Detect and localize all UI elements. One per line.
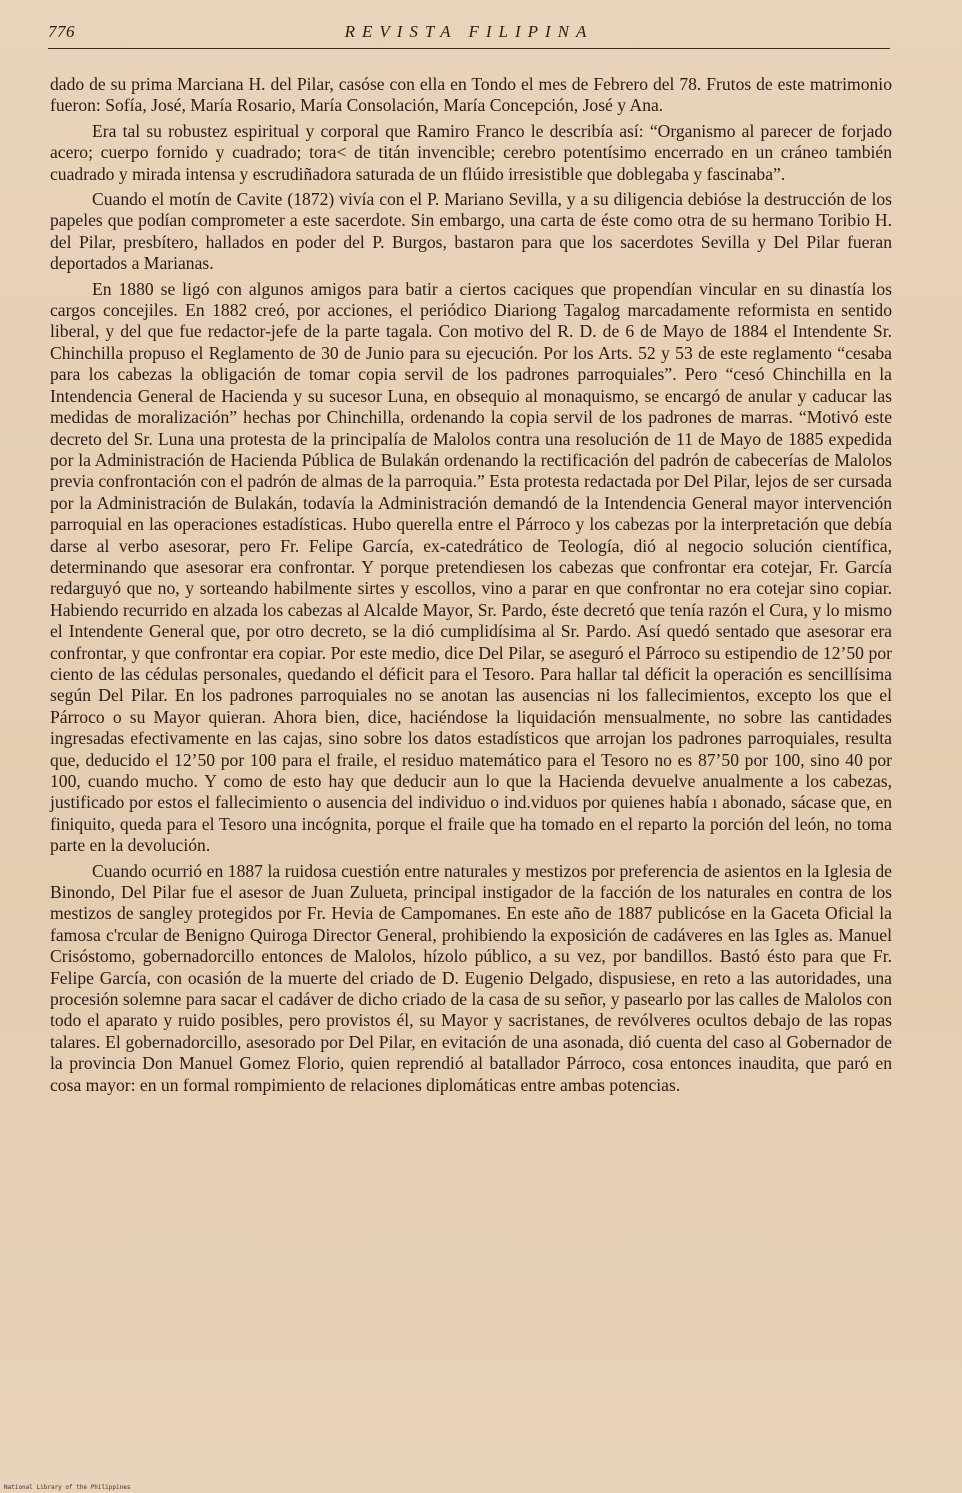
page-header [48,22,890,49]
paragraph-2: Era tal su robustez espiritual y corporal que Ramiro Franco le describía así: “Organismo al parecer de forjado acero; cuerpo fornido y cuadrado; tora< de titán invencible; cerebro potentísimo encerrado en un cráneo también cuadrado y mirada intensa y escrudiñadora saturada de un flúido irresistible que doblegaba y fascinaba”. [50,120,892,184]
paragraph-1: dado de su prima Marciana H. del Pilar, casóse con ella en Tondo el mes de Febrero del 78. Frutos de este matrimonio fueron: Sofía, José, María Rosario, María Consolación, María Concepción, José y Ana. [50,74,892,116]
library-credit: National Library of the Philippines [4,1484,131,1491]
paragraph-3: Cuando el motín de Cavite (1872) vivía con el P. Mariano Sevilla, y a su diligencia debióse la destrucción de los papeles que podían comprometer a este sacerdote. Sin embargo, una carta de éste como otra de su hermano Toribio H. del Pilar, presbítero, hallados en poder del P. Burgos, bastaron para que los sacerdotes Sevilla y Del Pilar fueran deportados a Marianas. [50,189,892,274]
paragraph-4: En 1880 se ligó con algunos amigos para batir a ciertos caciques que propendían vincular en su dinastía los cargos concejiles. En 1882 creó, por acciones, el periódico Diariong Tagalog marcadamente reformista en sentido liberal, y del que fue redactor-jefe de la parte tagala. Con motivo del R. D. de 6 de Mayo de 1884 el Intendente Sr. Chinchilla propuso el Reglamento de 30 de Junio para su ejecución. Por los Arts. 52 y 53 de este reglamento “cesaba para los cabezas la obligación de tomar copia servil de los padrones parroquiales”. Pero “cesó Chinchilla en la Intendencia General de Hacienda y su sucesor Luna, en obsequio al monaquismo, se encargó de anular y caducar las medidas de moralización” hechas por Chinchilla, ordenando la copia servil de los padrones de marras. “Motivó este decreto del Sr. Luna una protesta de la principalía de Malolos contra una resolución de 11 de Mayo de 1885 expedida por la Administración de Hacienda Pública de Bulakán ordenando la rectificación del padrón de cabecerías de Malolos previa confrontación con el padrón de almas de la parroquia.” Esta protesta redactada por Del Pilar, lejos de ser cursada por la Administración de Bulakán, todavía la Administración demandó de la Intendencia General mayor intervención parroquial en las operaciones estadísticas. Hubo querella entre el Párroco y los cabezas por la interpretación que debía darse al verbo asesorar, pero Fr. Felipe García, ex-catedrático de Teología, dió al negocio solución científica, determinando que asesorar era confrontar. Y porque pretendiesen los cabezas que confrontar era cotejar, Fr. García redarguyó que no, y sorteando habilmente sirtes y escollos, vino a parar en que confrontar no era cotejar sino copiar. Habiendo recurrido en alzada los cabezas al Alcalde Mayor, Sr. Pardo, éste decretó que tenía razón el Cura, y lo mismo el Intendente General que, por otro decreto, se la dió cumplidísima al Sr. Pardo. Así quedó sentado que asesorar era confrontar, y que confrontar era copiar. Por este medio, dice Del Pilar, se aseguró el Párroco su estipendio de 12’50 por ciento de las cédulas personales, quedando el déficit para el Tesoro. Para hallar tal déficit la operación es sencillísima según Del Pilar. En los padrones parroquiales no se anotan las ausencias ni los fallecimientos, excepto los que el Párroco o su Mayor quieran. Ahora bien, dice, haciéndose la liquidación mensualmente, no sobre las cantidades ingresadas efectivamente en las cajas, sino sobre los datos estadísticos que arrojan los padrones parroquiales, resulta que, deducido el 12’50 por 100 para el fraile, el residuo matemático para el Tesoro no es 87’50 por 100, sino 40 por 100, cuando mucho. Y como de esto hay que deducir aun lo que la Hacienda devuelve anualmente a los cabezas, justificado por estos el fallecimiento o ausencia del individuo o ind.viduos por quienes había ı abonado, sácase que, en finiquito, queda para el Tesoro una incógnita, porque el fraile que ha tomado en el reparto la porción del león, no toma parte en la devolución. [50,278,892,856]
running-head: REVISTA FILIPINA [344,22,594,41]
page-number: 776 [48,22,75,41]
article-body [50,74,892,1096]
paragraph-5: Cuando ocurrió en 1887 la ruidosa cuestión entre naturales y mestizos por preferencia de asientos en la Iglesia de Binondo, Del Pilar fue el asesor de Juan Zulueta, principal instigador de la facción de los naturales en contra de los mestizos de sangley protegidos por Fr. Hevia de Campomanes. En este año de 1887 publicóse en la Gaceta Oficial la famosa c'rcular de Benigno Quiroga Director General, prohibiendo la exposición de cadáveres en las Igles as. Manuel Crisóstomo, gobernadorcillo entonces de Malolos, hízolo público, a su vez, por bandillos. Bastó ésto para que Fr. Felipe García, con ocasión de la muerte del criado de D. Eugenio Delgado, dispusiese, en reto a las autoridades, una procesión solemne para sacar el cadáver de dicho criado de la casa de su señor, y pasearlo por las calles de Malolos con todo el aparato y ruido posibles, pero provistos él, su Mayor y sacristanes, de revólveres ocultos debajo de las ropas talares. El gobernadorcillo, asesorado por Del Pilar, en evitación de una asonada, dió cuenta del caso al Gobernador de la provincia Don Manuel Gomez Florio, quien reprendió al batallador Párroco, cosa entonces inaudita, que paró en cosa mayor: en un formal rompimiento de relaciones diplomáticas entre ambas potencias. [50,860,892,1095]
